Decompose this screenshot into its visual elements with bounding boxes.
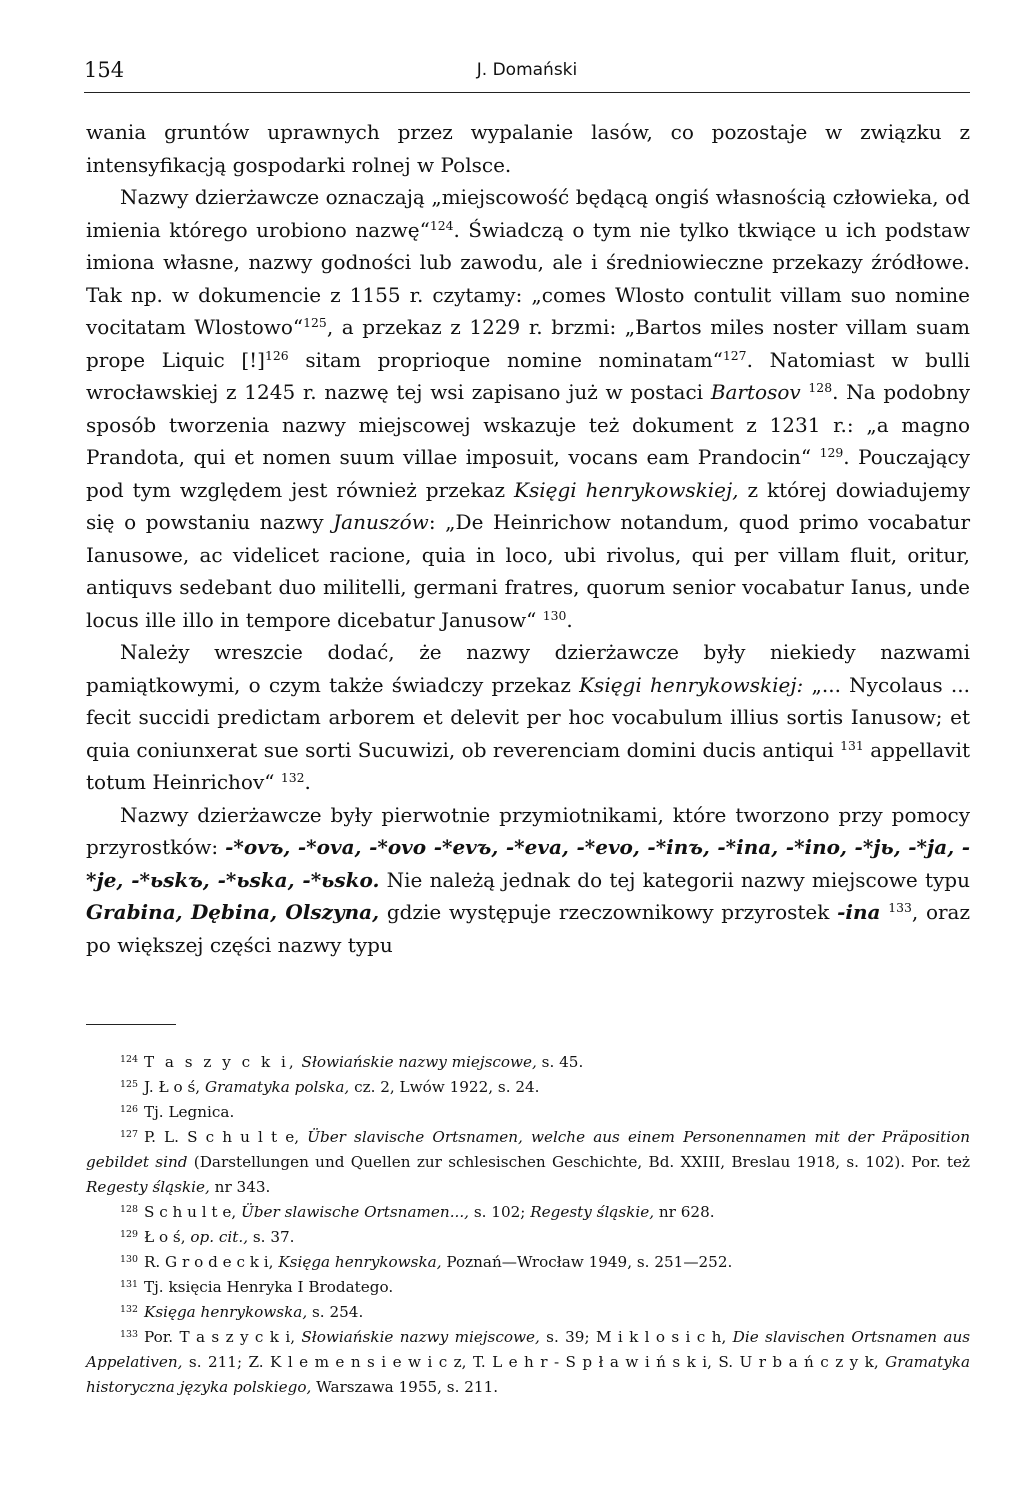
body-text xyxy=(86,116,970,961)
footnote-divider xyxy=(86,1024,176,1025)
footnote-126: $^{126}$ Tj. Legnica. xyxy=(120,1103,235,1121)
footnote-ref[interactable]: 126 xyxy=(265,347,289,363)
paragraph-1: wania gruntów uprawnych przez wypalanie lasów, co pozostaje w związku z intensyfikacją gospodarki rolnej w Polsce. xyxy=(86,120,970,177)
footnote-ref[interactable]: 127 xyxy=(722,347,747,363)
paragraph-3: Należy wreszcie dodać, że nazwy dzierżawcze były niekiedy nazwami pamiątkowymi, o czym także świadczy przekaz Księgi henrykowskiej: „... Nycolaus ... fecit succidi predictam arborem et delevit per hoc vocabulum illius sortis Ianusow; et quia coniunxerat sue sorti Sucuwizi, ob reverenciam domini ducis antiqui $^{131}$ appellavit totum Heinrichov“ $^{132}$. xyxy=(86,640,971,794)
footnote-124: $^{124}$ T a s z y c k i, Słowiańskie nazwy miejscowe, s. 45. xyxy=(120,1053,584,1071)
running-head: J. Domański xyxy=(476,60,578,80)
footnote-ref[interactable]: 129 xyxy=(819,445,844,461)
footnote-131: $^{131}$ Tj. księcia Henryka I Brodatego. xyxy=(120,1278,394,1296)
footnote-133: $^{133}$ Por. T a s z y c k i, Słowiańskie nazwy miejscowe, s. 39; M i k l o s i c h, Die slavischen Ortsnamen aus Appelativen, s. 211; Z. K l e m e n s i e w i c z, T. L e h r - S p ł a w i ń s k i, S. U r b a ń c z y k, Gramatyka historyczna języka polskiego, Warszawa 1955, s. 211. xyxy=(86,1328,971,1396)
footnote-127: $^{127}$ P. L. S c h u l t e, Über slavische Ortsnamen, welche aus einem Personennamen mit der Präposition gebildet sind (Darstellungen und Quellen zur schlesischen Geschichte, Bd. XXIII, Breslau 1918, s. 102). Por. też Regesty śląskie, nr 343. xyxy=(86,1128,970,1196)
footnote-ref[interactable]: 133 xyxy=(888,900,912,916)
footnote-ref[interactable]: 132 xyxy=(280,770,305,786)
footnote-130: $^{130}$ R. G r o d e c k i, Księga henrykowska, Poznań—Wrocław 1949, s. 251—252. xyxy=(120,1253,733,1271)
footnote-ref[interactable]: 125 xyxy=(303,315,327,331)
footnote-128: $^{128}$ S c h u l t e, Über slawische Ortsnamen..., s. 102; Regesty śląskie, nr 628. xyxy=(120,1203,715,1221)
footnote-125: $^{125}$ J. Ł o ś, Gramatyka polska, cz. 2, Lwów 1922, s. 24. xyxy=(120,1078,540,1096)
footnote-132: $^{132}$ Księga henrykowska, s. 254. xyxy=(120,1303,364,1321)
paragraph-4: Nazwy dzierżawcze były pierwotnie przymiotnikami, które tworzono przy pomocy przyrostków: -*ovъ, -*ova, -*ovo -*evъ, -*eva, -*evo, -*inъ, -*ina, -*ino, -*jь, -*ja, -*je, -*ьskъ, -*ьska, -*ьsko. Nie należą jednak do tej kategorii nazwy miejscowe typu Grabina, Dębina, Olszyna, gdzie występuje rzeczownikowy przyrostek -ina $^{133}$, oraz po większej części nazwy typu xyxy=(86,802,971,957)
footnotes xyxy=(86,1050,970,1400)
paragraph-2: Nazwy dzierżawcze oznaczają „miejscowość będącą ongiś własnością człowieka, od imienia którego urobiono nazwę“$^{124}$. Świadczą o tym nie tylko tkwiące u ich podstaw imiona własne, nazwy godności lub zawodu, ale i średniowieczne przekazy źródłowe. Tak np. w dokumencie z 1155 r. czytamy: „comes Wlosto contulit villam suo nomine vocitatam Wlostowo“$^{125}$, a przekaz z 1229 r. brzmi: „Bartos miles noster villam suam prope Liquic [!]$^{126}$ sitam proprioque nomine nominatam“$^{127}$. Natomiast w bulli wrocławskiej z 1245 r. nazwę tej wsi zapisano już w postaci Bartosov $^{128}$. Na podobny sposób tworzenia nazwy miejscowej wskazuje też dokument z 1231 r.: „a magno Prandota, qui et nomen suum villae imposuit, vocans eam Prandocin“ $^{129}$. Pouczający pod tym względem jest również przekaz Księgi henrykowskiej, z której dowiadujemy się o powstaniu nazwy Januszów: „De Heinrichow notandum, quod primo vocabatur Ianusowe, ac videlicet racione, quia in loco, ubi rivolus, qui per villam fluit, oritur, antiquvs sedebant duo militelli, germani fratres, quorum senior vocabatur Ianus, unde locus ille illo in tempore dicebatur Janusow“ $^{130}$. xyxy=(86,185,971,632)
footnote-ref[interactable]: 130 xyxy=(542,607,567,623)
page-header xyxy=(84,58,970,93)
footnote-ref[interactable]: 131 xyxy=(840,737,864,753)
footnote-ref[interactable]: 128 xyxy=(808,380,833,396)
page-number: 154 xyxy=(84,58,125,82)
footnote-ref[interactable]: 124 xyxy=(429,217,454,233)
footnote-129: $^{129}$ Ł o ś, op. cit., s. 37. xyxy=(120,1228,295,1246)
